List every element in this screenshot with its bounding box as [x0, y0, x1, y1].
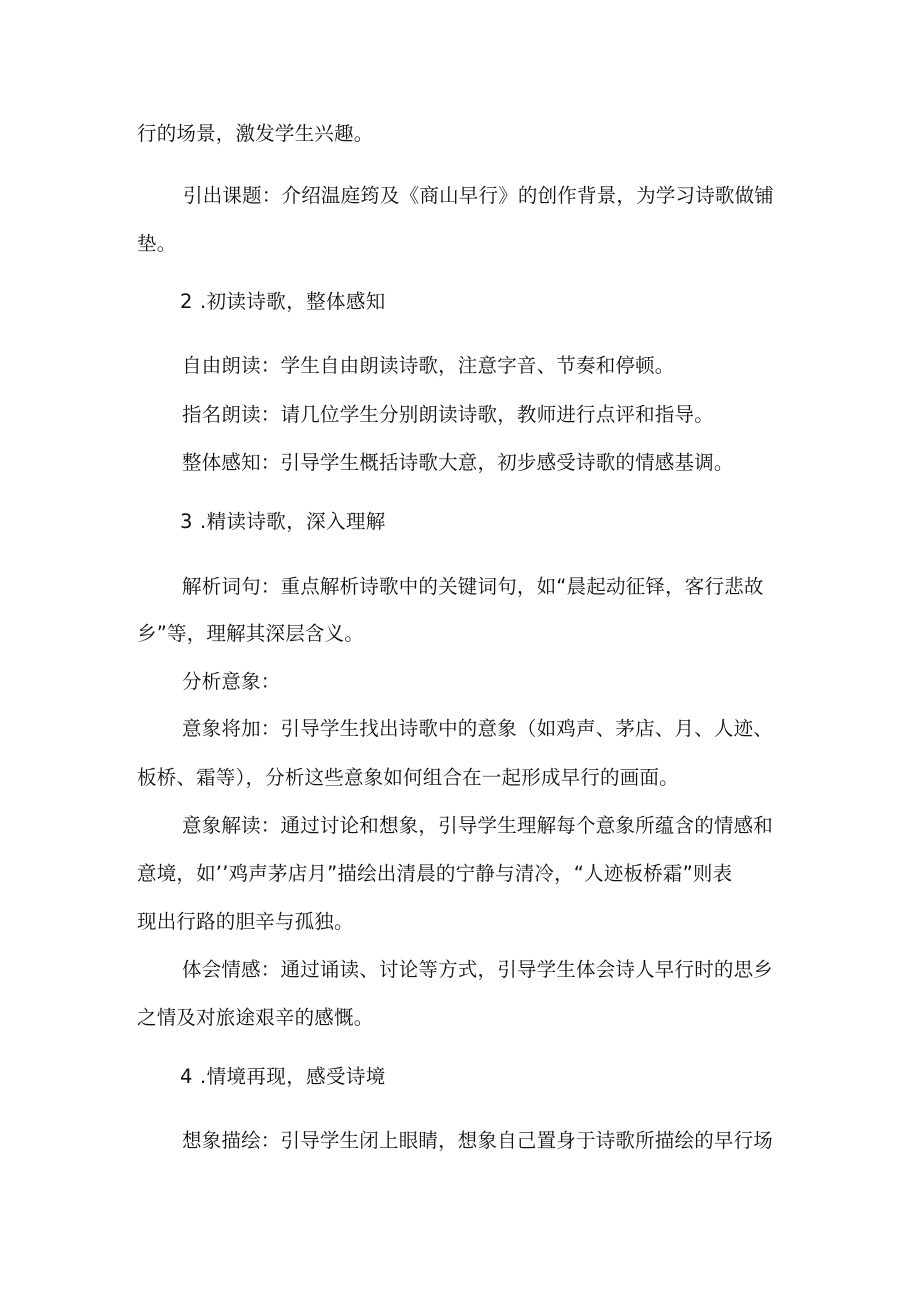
section-number: 4	[180, 1065, 193, 1088]
section-number: 3	[180, 510, 193, 533]
paragraph-line: 想象描绘：引导学生闭上眼睛，想象自己置身于诗歌所描绘的早行场	[182, 1129, 774, 1152]
section-title: .精读诗歌，深入理解	[200, 510, 386, 533]
paragraph-line: 解析词句：重点解析诗歌中的关键词句，如“晨起动征铎，客行悲故	[182, 575, 764, 598]
paragraph-line: 板桥、霜等），分析这些意象如何组合在一起形成早行的画面。	[137, 766, 679, 789]
paragraph-line: 之情及对旅途艰辛的感慨。	[137, 1006, 374, 1029]
paragraph-line: 意象将加：引导学生找出诗歌中的意象（如鸡声、茅店、月、人迹、	[182, 717, 774, 740]
paragraph-line: 分析意象：	[182, 670, 281, 693]
paragraph-line: 现出行路的胆辛与孤独。	[137, 910, 354, 933]
paragraph-line: 行的场景，激发学生兴趣。	[137, 122, 374, 145]
section-heading-4	[180, 1065, 386, 1089]
paragraph-line: 体会情感：通过诵读、讨论等方式，引导学生体会诗人早行时的思乡	[182, 958, 774, 981]
paragraph-line: 指名朗读：请几位学生分别朗读诗歌，教师进行点评和指导。	[182, 403, 714, 426]
section-heading-2	[180, 290, 386, 314]
paragraph-line: 自由朗读：学生自由朗读诗歌，注意字音、节奏和停顿。	[182, 354, 675, 377]
paragraph-line: 整体感知：引导学生概括诗歌大意，初步感受诗歌的情感基调。	[182, 451, 734, 474]
section-number: 2	[180, 290, 193, 313]
section-title: .情境再现，感受诗境	[200, 1065, 386, 1088]
paragraph-line: 乡”等，理解其深层含义。	[137, 622, 365, 645]
paragraph-line: 意境，如’’鸡声茅店月”描绘出清晨的宁静与清冷，“人迹板桥霜”则表	[137, 862, 733, 885]
section-heading-3	[180, 510, 386, 534]
paragraph-line: 意象解读：通过讨论和想象，引导学生理解每个意象所蕴含的情感和	[182, 814, 774, 837]
paragraph-line: 垫。	[137, 232, 177, 255]
paragraph-line: 引出课题：介绍温庭筠及《商山早行》的创作背景，为学习诗歌做铺	[183, 184, 775, 207]
section-title: .初读诗歌，整体感知	[200, 290, 386, 313]
